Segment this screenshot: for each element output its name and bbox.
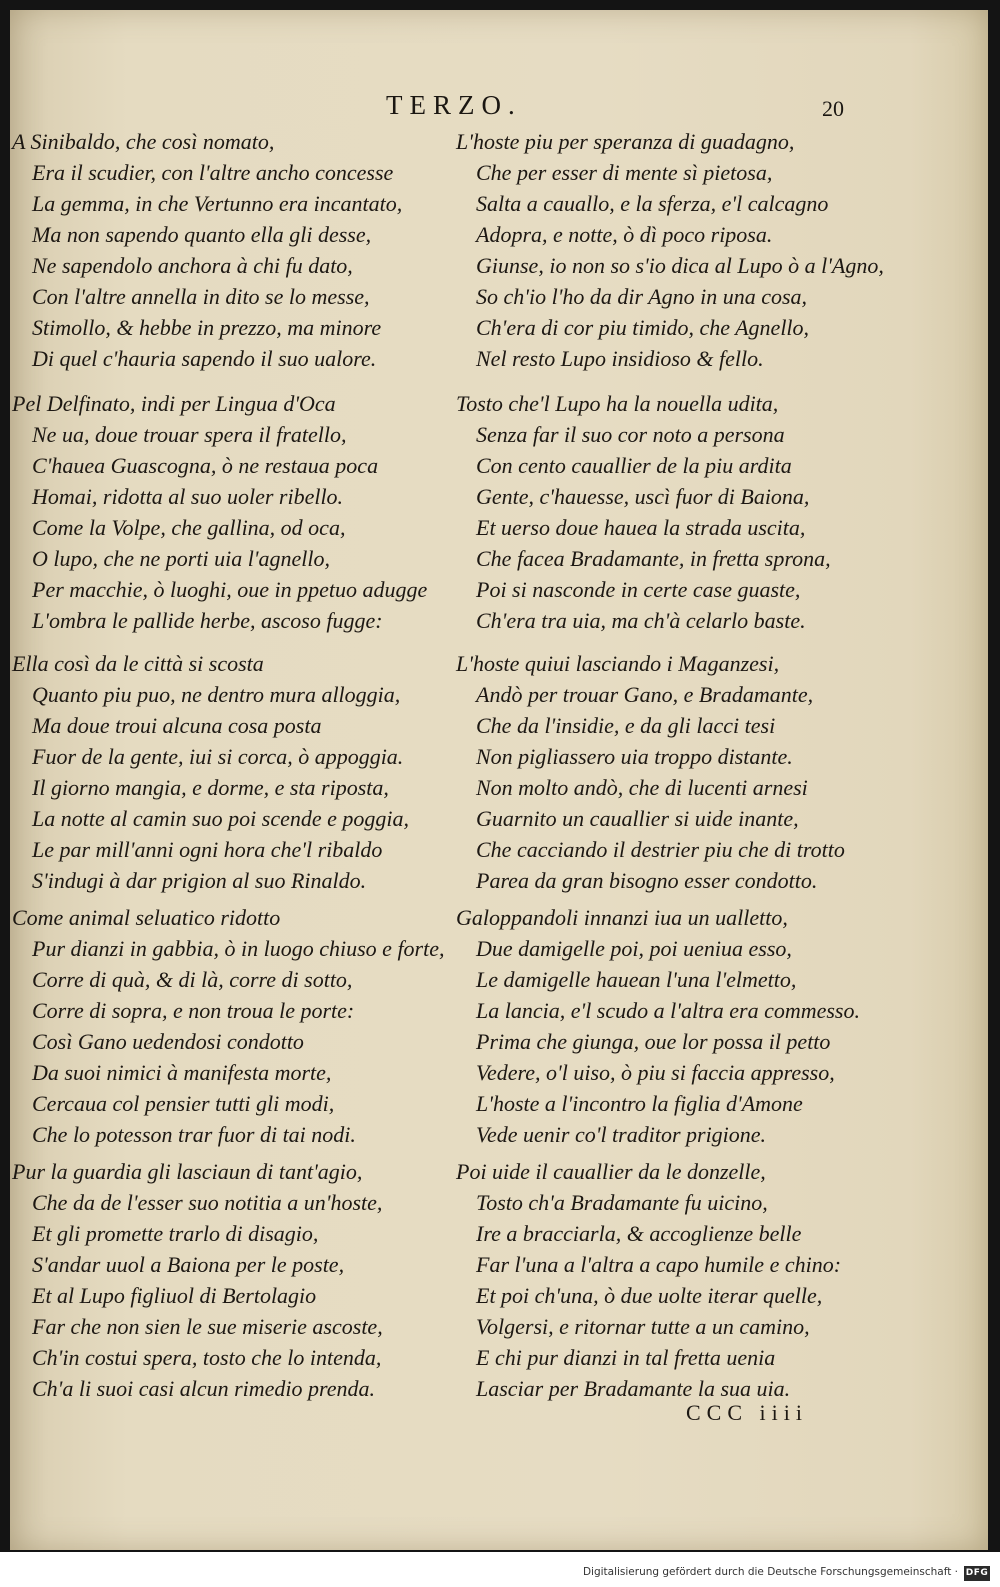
- verse-line: Pur la guardia gli lasciaun di tant'agio,: [12, 1159, 363, 1184]
- stanza: [456, 388, 906, 636]
- verse-line: Due damigelle poi, poi ueniua esso,: [476, 936, 792, 961]
- verse-line: Così Gano uedendosi condotto: [32, 1029, 304, 1054]
- verse-line: L'ombra le pallide herbe, ascoso fugge:: [32, 608, 383, 633]
- verse-line: Fuor de la gente, iui si corca, ò appoggia.: [32, 744, 404, 769]
- verse-line: L'hoste piu per speranza di guadagno,: [456, 129, 795, 154]
- verse-line: Volgersi, e ritornar tutte a un camino,: [476, 1314, 810, 1339]
- verse-line: E chi pur dianzi in tal fretta uenia: [476, 1345, 776, 1370]
- verse-line: Ch'era tra uia, ma ch'à celarlo baste.: [476, 608, 806, 633]
- verse-line: Et gli promette trarlo di disagio,: [32, 1221, 319, 1246]
- verse-line: A Sinibaldo, che così nomato,: [12, 129, 275, 154]
- funding-credit: Digitalisierung gefördert durch die Deutsche Forschungsgemeinschaft ·: [582, 1566, 958, 1578]
- verse-line: Le damigelle hauean l'una l'elmetto,: [476, 967, 797, 992]
- verse-line: Prima che giunga, oue lor possa il petto: [476, 1029, 831, 1054]
- verse-line: Pel Delfinato, indi per Lingua d'Oca: [12, 391, 336, 416]
- stanza: [456, 648, 906, 896]
- dfg-logo-icon: DFG: [964, 1566, 990, 1581]
- verse-line: Con l'altre annella in dito se lo messe,: [32, 284, 370, 309]
- verse-line: Tosto ch'a Bradamante fu uicino,: [476, 1190, 768, 1215]
- verse-line: Cercaua col pensier tutti gli modi,: [32, 1091, 335, 1116]
- verse-line: Con cento cauallier de la piu ardita: [476, 453, 792, 478]
- stanza: [12, 1156, 462, 1404]
- verse-line: Le par mill'anni ogni hora che'l ribaldo: [32, 837, 383, 862]
- verse-line: Salta a cauallo, e la sferza, e'l calcagno: [476, 191, 829, 216]
- stanza: [12, 388, 462, 636]
- verse-line: Di quel c'hauria sapendo il suo ualore.: [32, 346, 377, 371]
- digitization-footer: [583, 1561, 958, 1583]
- verse-line: Stimollo, & hebbe in prezzo, ma minore: [32, 315, 382, 340]
- verse-line: Guarnito un cauallier si uide inante,: [476, 806, 799, 831]
- verse-line: Per macchie, ò luoghi, oue in ppetuo adugge: [32, 577, 428, 602]
- book-page: [10, 10, 988, 1550]
- verse-line: Come animal seluatico ridotto: [12, 905, 281, 930]
- verse-line: Et al Lupo figliuol di Bertolagio: [32, 1283, 317, 1308]
- verse-line: Vede uenir co'l traditor prigione.: [476, 1122, 767, 1147]
- verse-line: Non molto andò, che di lucenti arnesi: [476, 775, 808, 800]
- verse-line: Lasciar per Bradamante la sua uia.: [476, 1376, 791, 1401]
- verse-line: L'hoste quiui lasciando i Maganzesi,: [456, 651, 780, 676]
- verse-line: Che lo potesson trar fuor di tai nodi.: [32, 1122, 356, 1147]
- verse-line: Poi si nasconde in certe case guaste,: [476, 577, 801, 602]
- verse-line: So ch'io l'ho da dir Agno in una cosa,: [476, 284, 808, 309]
- verse-line: Che da de l'esser suo notitia a un'hoste,: [32, 1190, 383, 1215]
- verse-line: Corre di sopra, e non troua le porte:: [32, 998, 355, 1023]
- signature-mark: CCC iiii: [686, 1400, 808, 1425]
- verse-line: Che facea Bradamante, in fretta sprona,: [476, 546, 831, 571]
- verse-line: Il giorno mangia, e dorme, e sta riposta,: [32, 775, 389, 800]
- verse-line: Ch'a li suoi casi alcun rimedio prenda.: [32, 1376, 376, 1401]
- stanza: [12, 648, 462, 896]
- running-title: TERZO.: [386, 90, 522, 120]
- verse-line: S'andar uuol a Baiona per le poste,: [32, 1252, 345, 1277]
- verse-line: La gemma, in che Vertunno era incantato,: [32, 191, 403, 216]
- verse-line: Poi uide il cauallier da le donzelle,: [456, 1159, 766, 1184]
- verse-line: Quanto piu puo, ne dentro mura alloggia,: [32, 682, 401, 707]
- verse-line: S'indugi à dar prigion al suo Rinaldo.: [32, 868, 367, 893]
- verse-line: Era il scudier, con l'altre ancho concesse: [32, 160, 394, 185]
- verse-line: Far che non sien le sue miserie ascoste,: [32, 1314, 383, 1339]
- verse-line: Ne sapendolo anchora à chi fu dato,: [32, 253, 353, 278]
- verse-line: La notte al camin suo poi scende e poggia,: [32, 806, 410, 831]
- verse-line: Galoppandoli innanzi iua un ualletto,: [456, 905, 788, 930]
- verse-line: Come la Volpe, che gallina, od oca,: [32, 515, 346, 540]
- verse-line: Corre di quà, & di là, corre di sotto,: [32, 967, 353, 992]
- verse-line: Che cacciando il destrier piu che di trotto: [476, 837, 845, 862]
- verse-line: Ma non sapendo quanto ella gli desse,: [32, 222, 372, 247]
- stanza: [456, 902, 906, 1150]
- verse-line: Ella così da le città si scosta: [12, 651, 264, 676]
- verse-line: O lupo, che ne porti uia l'agnello,: [32, 546, 330, 571]
- verse-line: Ne ua, doue trouar spera il fratello,: [32, 422, 347, 447]
- verse-line: Giunse, io non so s'io dica al Lupo ò a l'Agno,: [476, 253, 884, 278]
- verse-line: Gente, c'hauesse, uscì fuor di Baiona,: [476, 484, 810, 509]
- verse-line: L'hoste a l'incontro la figlia d'Amone: [476, 1091, 803, 1116]
- verse-line: Ire a bracciarla, & accoglienze belle: [476, 1221, 802, 1246]
- verse-line: Et poi ch'una, ò due uolte iterar quelle,: [476, 1283, 823, 1308]
- verse-line: Ch'in costui spera, tosto che lo intenda,: [32, 1345, 382, 1370]
- folio-number: 20: [822, 96, 844, 121]
- verse-line: Ch'era di cor piu timido, che Agnello,: [476, 315, 810, 340]
- stanza: [12, 902, 462, 1150]
- stanza: [456, 1156, 906, 1404]
- verse-line: C'hauea Guascogna, ò ne restaua poca: [32, 453, 379, 478]
- verse-line: Nel resto Lupo insidioso & fello.: [476, 346, 764, 371]
- verse-line: Far l'una a l'altra a capo humile e chino:: [476, 1252, 842, 1277]
- verse-line: Pur dianzi in gabbia, ò in luogo chiuso e forte,: [32, 936, 445, 961]
- stanza: [456, 126, 906, 374]
- verse-line: Tosto che'l Lupo ha la nouella udita,: [456, 391, 779, 416]
- verse-line: Che da l'insidie, e da gli lacci tesi: [476, 713, 776, 738]
- verse-line: Senza far il suo cor noto a persona: [476, 422, 785, 447]
- stanza: [12, 126, 462, 374]
- verse-line: Da suoi nimici à manifesta morte,: [32, 1060, 332, 1085]
- verse-line: La lancia, e'l scudo a l'altra era commesso.: [476, 998, 860, 1023]
- verse-line: Che per esser di mente sì pietosa,: [476, 160, 773, 185]
- verse-line: Andò per trouar Gano, e Bradamante,: [476, 682, 814, 707]
- verse-line: Ma doue troui alcuna cosa posta: [32, 713, 322, 738]
- verse-line: Parea da gran bisogno esser condotto.: [476, 868, 818, 893]
- verse-line: Adopra, e notte, ò dì poco riposa.: [476, 222, 773, 247]
- verse-line: Vedere, o'l uiso, ò piu si faccia appresso,: [476, 1060, 835, 1085]
- verse-line: Non pigliassero uia troppo distante.: [476, 744, 793, 769]
- verse-line: Et uerso doue hauea la strada uscita,: [476, 515, 806, 540]
- verse-line: Homai, ridotta al suo uoler ribello.: [32, 484, 344, 509]
